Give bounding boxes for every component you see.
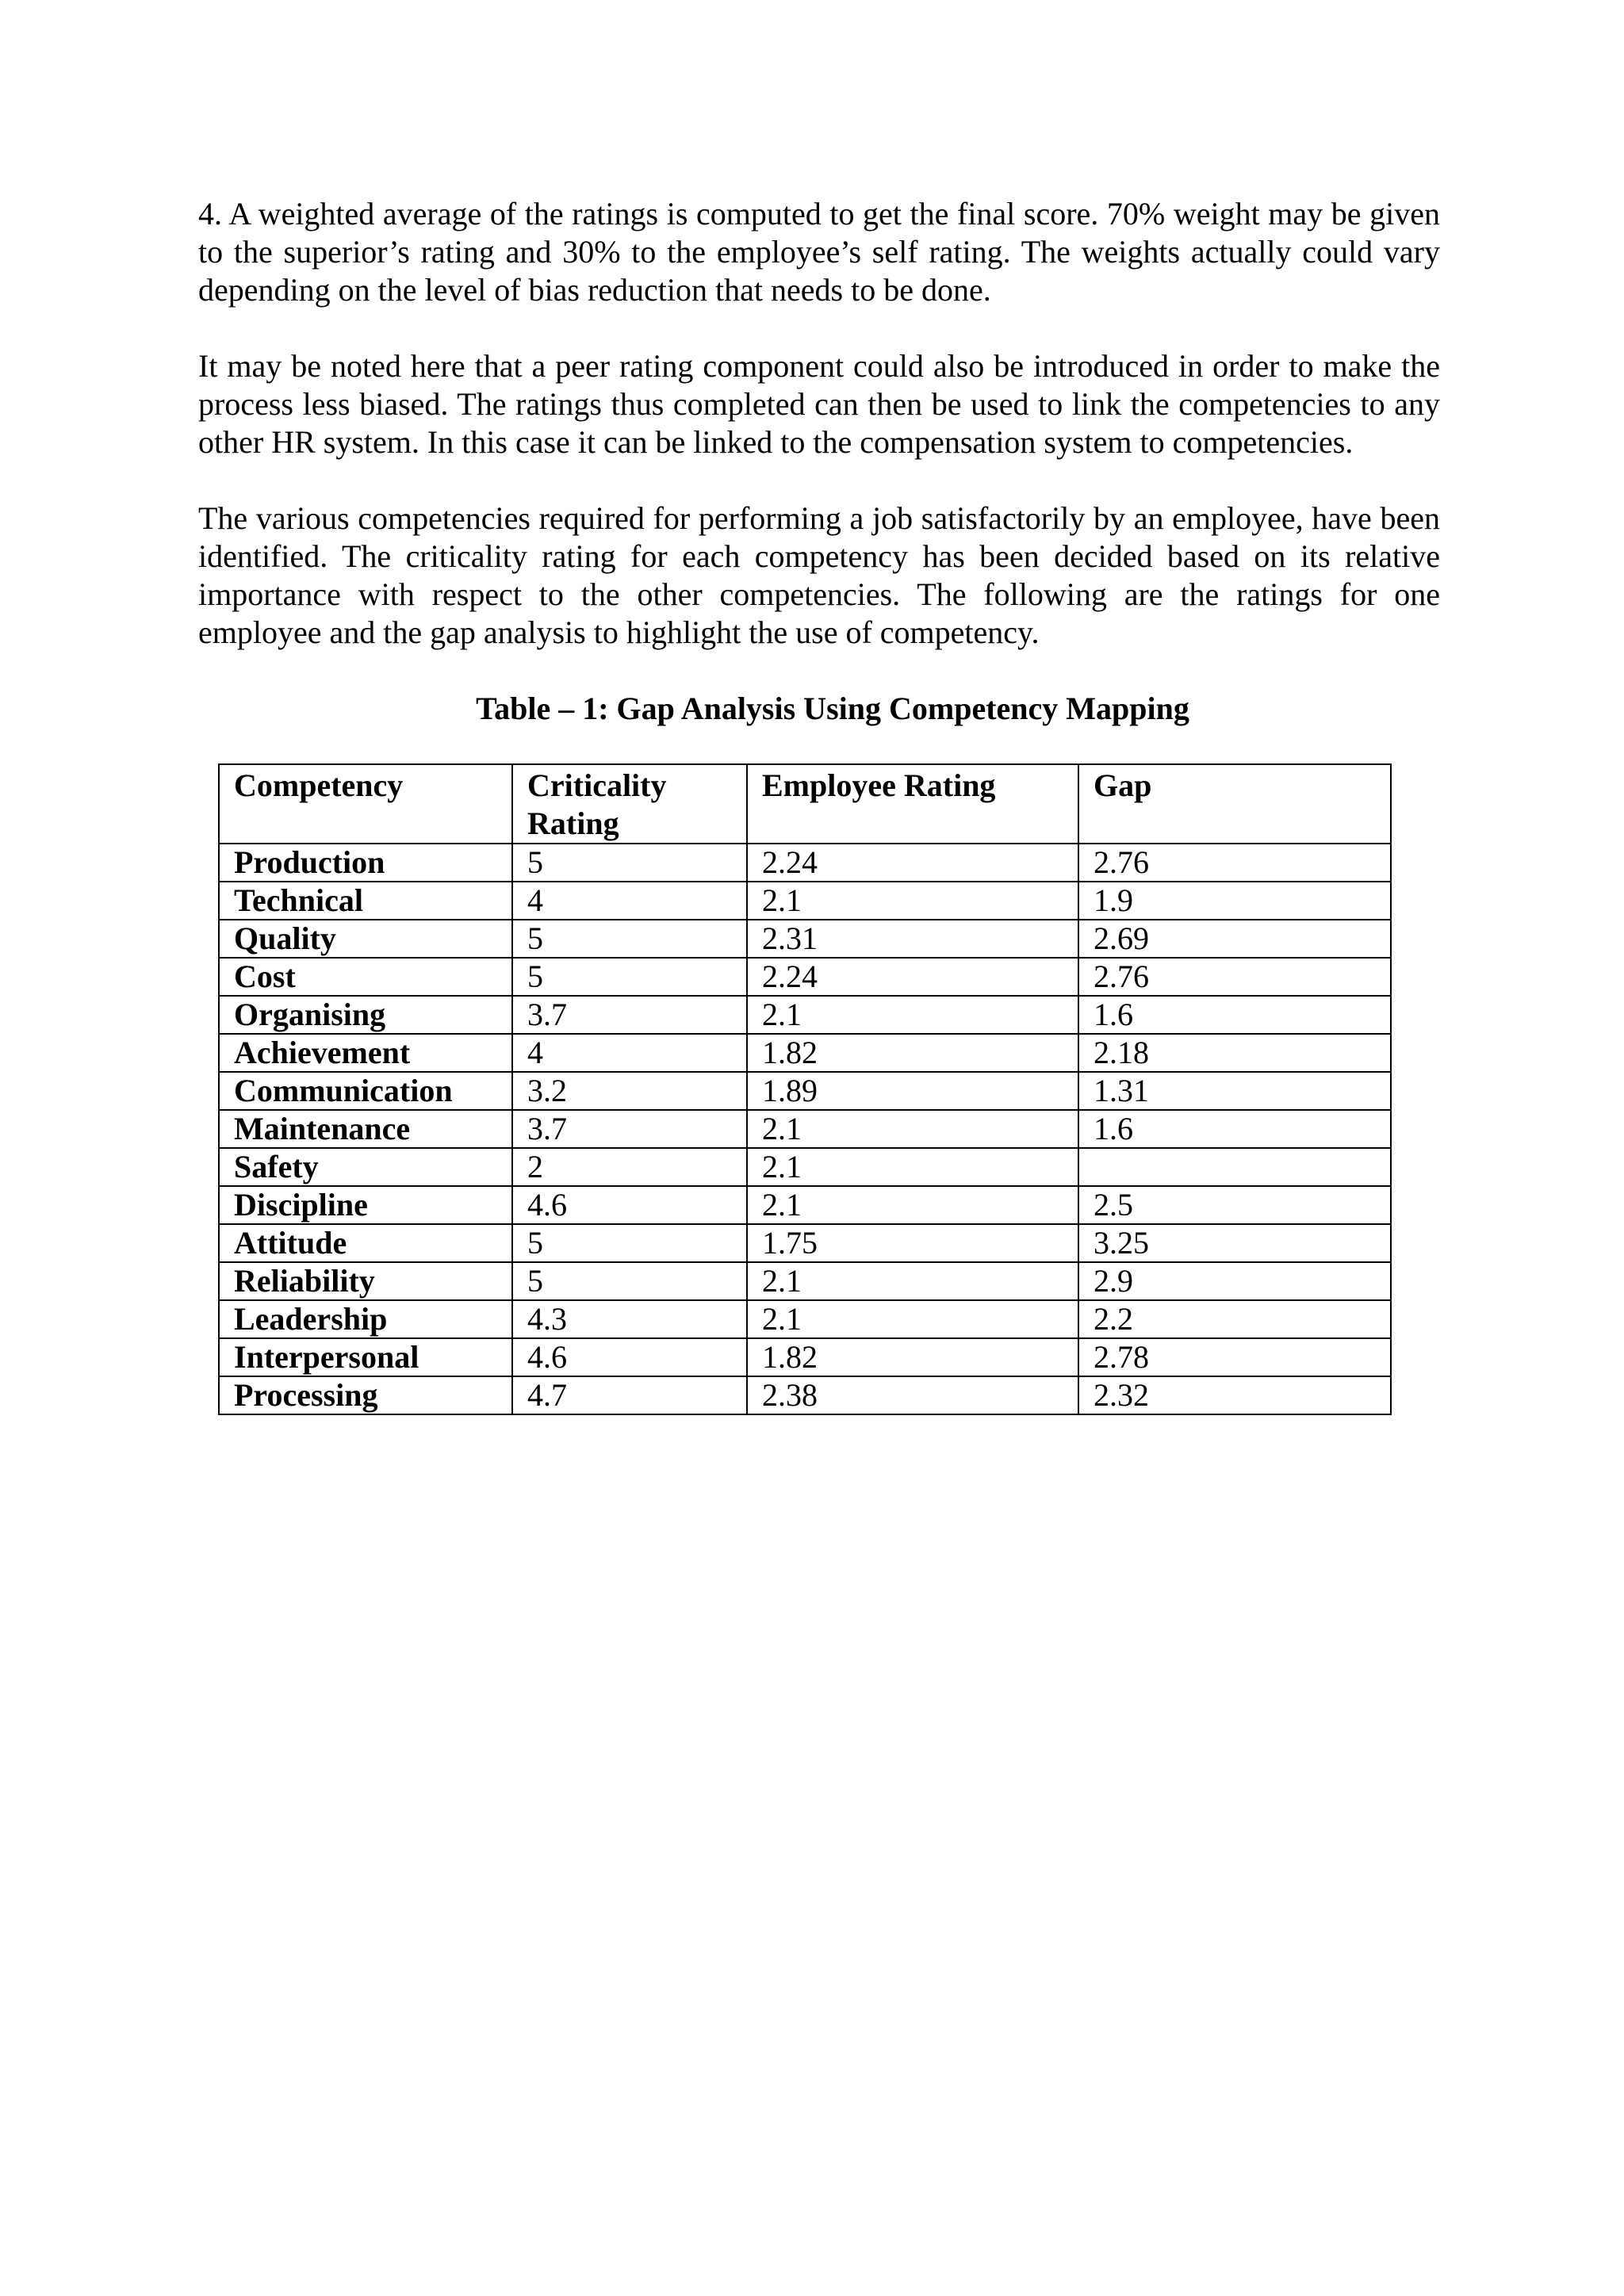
cell-competency: Quality xyxy=(219,920,512,958)
cell-employee-rating: 2.24 xyxy=(747,958,1078,996)
cell-criticality-rating: 3.7 xyxy=(512,1110,747,1148)
cell-criticality-rating: 3.7 xyxy=(512,996,747,1034)
cell-criticality-rating: 2 xyxy=(512,1148,747,1186)
cell-competency: Cost xyxy=(219,958,512,996)
cell-criticality-rating: 5 xyxy=(512,958,747,996)
table-row xyxy=(219,882,1391,920)
cell-competency: Reliability xyxy=(219,1262,512,1300)
table-row xyxy=(219,996,1391,1034)
table-row xyxy=(219,1186,1391,1224)
cell-employee-rating: 1.89 xyxy=(747,1072,1078,1110)
cell-gap: 2.9 xyxy=(1078,1262,1391,1300)
cell-competency: Leadership xyxy=(219,1300,512,1338)
cell-employee-rating: 2.31 xyxy=(747,920,1078,958)
paragraph-weighted-average: 4. A weighted average of the ratings is computed to get the final score. 70% weight may be given to the superior’s rating and 30% to the employee’s self rating. The weights actually could vary depending on the level of bias reduction that needs to be done. xyxy=(198,196,1440,308)
cell-competency: Technical xyxy=(219,882,512,920)
table-row xyxy=(219,1262,1391,1300)
header-criticality-rating: Criticality Rating xyxy=(512,764,747,844)
table-row xyxy=(219,1148,1391,1186)
cell-criticality-rating: 4.7 xyxy=(512,1376,747,1414)
cell-employee-rating: 1.82 xyxy=(747,1338,1078,1376)
cell-competency: Safety xyxy=(219,1148,512,1186)
paragraph-competencies: The various competencies required for performing a job satisfactorily by an employee, have been identified. The criticality rating for each competency has been decided based on its relative importance with respect to the other competencies. The following are the ratings for one employee and the gap analysis to highlight the use of competency. xyxy=(198,500,1440,650)
table-row xyxy=(219,1300,1391,1338)
table-row xyxy=(219,1110,1391,1148)
cell-gap: 2.5 xyxy=(1078,1186,1391,1224)
cell-competency: Organising xyxy=(219,996,512,1034)
cell-criticality-rating: 3.2 xyxy=(512,1072,747,1110)
cell-criticality-rating: 5 xyxy=(512,1224,747,1262)
table-row xyxy=(219,844,1391,882)
cell-gap: 2.2 xyxy=(1078,1300,1391,1338)
cell-employee-rating: 2.1 xyxy=(747,1110,1078,1148)
cell-gap: 1.6 xyxy=(1078,996,1391,1034)
cell-gap: 2.78 xyxy=(1078,1338,1391,1376)
table-row xyxy=(219,920,1391,958)
cell-competency: Discipline xyxy=(219,1186,512,1224)
cell-competency: Communication xyxy=(219,1072,512,1110)
cell-employee-rating: 2.1 xyxy=(747,1300,1078,1338)
table-row xyxy=(219,1034,1391,1072)
cell-gap: 2.76 xyxy=(1078,958,1391,996)
document-page xyxy=(198,195,1440,1415)
cell-employee-rating: 2.24 xyxy=(747,844,1078,882)
cell-criticality-rating: 4.6 xyxy=(512,1338,747,1376)
cell-criticality-rating: 5 xyxy=(512,844,747,882)
header-competency: Competency xyxy=(219,764,512,844)
cell-gap: 1.9 xyxy=(1078,882,1391,920)
cell-criticality-rating: 4 xyxy=(512,1034,747,1072)
cell-criticality-rating: 4.3 xyxy=(512,1300,747,1338)
table-row xyxy=(219,1376,1391,1414)
cell-employee-rating: 1.75 xyxy=(747,1224,1078,1262)
table-row xyxy=(219,1224,1391,1262)
cell-employee-rating: 2.1 xyxy=(747,996,1078,1034)
header-employee-rating: Employee Rating xyxy=(747,764,1078,844)
cell-competency: Maintenance xyxy=(219,1110,512,1148)
cell-gap: 3.25 xyxy=(1078,1224,1391,1262)
header-gap: Gap xyxy=(1078,764,1391,844)
table-row xyxy=(219,1338,1391,1376)
paragraph-peer-rating: It may be noted here that a peer rating component could also be introduced in order to make the process less biased. The ratings thus completed can then be used to link the competencies to any other HR system. In this case it can be linked to the compensation system to competencies. xyxy=(198,348,1440,460)
cell-employee-rating: 2.1 xyxy=(747,1148,1078,1186)
cell-gap xyxy=(1078,1148,1391,1186)
cell-employee-rating: 2.1 xyxy=(747,882,1078,920)
cell-gap: 1.31 xyxy=(1078,1072,1391,1110)
cell-gap: 2.76 xyxy=(1078,844,1391,882)
table-row xyxy=(219,958,1391,996)
table-caption: Table – 1: Gap Analysis Using Competency Mapping xyxy=(476,691,1189,726)
table-body xyxy=(219,844,1391,1414)
cell-criticality-rating: 4.6 xyxy=(512,1186,747,1224)
cell-gap: 1.6 xyxy=(1078,1110,1391,1148)
table-header-row xyxy=(219,764,1391,844)
cell-competency: Production xyxy=(219,844,512,882)
cell-employee-rating: 2.1 xyxy=(747,1262,1078,1300)
cell-gap: 2.18 xyxy=(1078,1034,1391,1072)
cell-criticality-rating: 5 xyxy=(512,920,747,958)
cell-competency: Interpersonal xyxy=(219,1338,512,1376)
cell-competency: Achievement xyxy=(219,1034,512,1072)
cell-employee-rating: 2.1 xyxy=(747,1186,1078,1224)
cell-competency: Attitude xyxy=(219,1224,512,1262)
cell-employee-rating: 2.38 xyxy=(747,1376,1078,1414)
cell-criticality-rating: 4 xyxy=(512,882,747,920)
cell-gap: 2.32 xyxy=(1078,1376,1391,1414)
table-row xyxy=(219,1072,1391,1110)
cell-competency: Processing xyxy=(219,1376,512,1414)
cell-gap: 2.69 xyxy=(1078,920,1391,958)
gap-analysis-table xyxy=(218,763,1392,1415)
cell-employee-rating: 1.82 xyxy=(747,1034,1078,1072)
cell-criticality-rating: 5 xyxy=(512,1262,747,1300)
